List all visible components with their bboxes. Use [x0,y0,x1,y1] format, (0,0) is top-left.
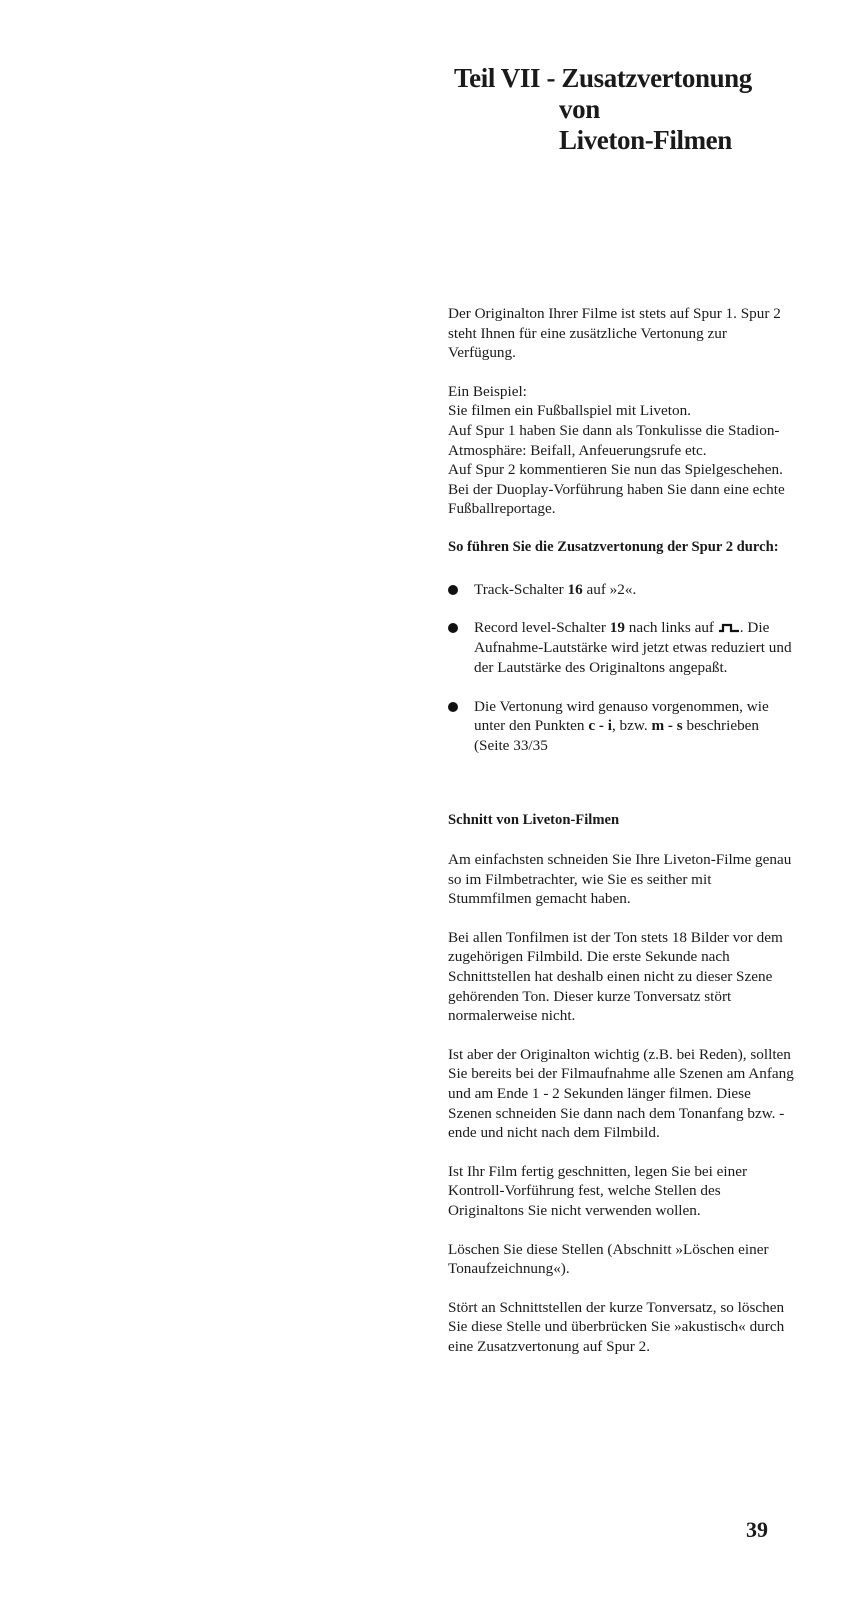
title-line-1: Teil VII - Zusatzvertonung [454,63,752,93]
procedure-heading: So führen Sie die Zusatzvertonung der Spur 2 durch: [448,538,779,555]
cutting-paragraph: Am einfachsten schneiden Sie Ihre Liveton-Filme genau so im Filmbetrachter, wie Sie es seither mit Stummfilmen gemacht haben. [448,851,792,908]
example-line: Bei der Duoplay-Vorführung haben Sie dann eine echte Fußballreportage. [448,480,785,518]
example-heading: Ein Beispiel: [448,382,527,400]
example-line: Auf Spur 2 kommentieren Sie nun das Spielgeschehen. [448,461,783,479]
cutting-paragraph: Löschen Sie diese Stellen (Abschnitt »Löschen einer Tonaufzeichnung«). [448,1240,769,1278]
cutting-paragraph: Stört an Schnittstellen der kurze Tonversatz, so löschen Sie diese Stelle und überbrücken Sie »akustisch« durch eine Zusatzvertonung auf Spur 2. [448,1298,785,1355]
cutting-paragraph: Ist Ihr Film fertig geschnitten, legen Sie bei einer Kontroll-Vorführung fest, welche Stellen des Originaltons Sie nicht verwenden wollen. [448,1162,748,1219]
title-line-2: von [559,94,600,124]
procedure-step: Record level-Schalter 19 nach links auf . Die Aufnahme-Lautstärke wird jetzt etwas reduziert und der Lautstärke des Originaltons angepaßt. [448,618,798,678]
example-line: Sie filmen ein Fußballspiel mit Liveton. [448,402,691,420]
cutting-paragraph: Ist aber der Originalton wichtig (z.B. bei Reden), sollten Sie bereits bei der Filmaufnahme alle Szenen am Anfang und am Ende 1 - 2 Sekunden länger filmen. Diese Szenen schneiden Sie dann nach dem Tonanfang bzw. -ende und nicht nach dem Filmbild. [448,1045,794,1142]
text-column [448,304,798,1356]
page-number: 39 [746,1517,768,1542]
procedure-steps [448,580,798,756]
page-title [454,63,752,156]
cutting-heading: Schnitt von Liveton-Filmen [448,812,620,829]
procedure-step: Die Vertonung wird genauso vorgenommen, wie unter den Punkten c - i, bzw. m - s beschrieben (Seite 33/35 [448,697,798,756]
title-line-3: Liveton-Filmen [559,125,732,155]
cutting-paragraph: Bei allen Tonfilmen ist der Ton stets 18 Bilder vor dem zugehörigen Filmbild. Die erste Sekunde nach Schnittstellen hat deshalb einen nicht zu dieser Szene gehörenden Ton. Dieser kurze Tonversatz stört normalerweise nicht. [448,928,783,1025]
procedure-step: Track-Schalter 16 auf »2«. [448,580,798,600]
intro-paragraph: Der Originalton Ihrer Filme ist stets auf Spur 1. Spur 2 steht Ihnen für eine zusätzliche Vertonung zur Verfügung. [448,305,781,362]
record-level-low-icon [718,619,740,639]
example-line: Auf Spur 1 haben Sie dann als Tonkulisse die Stadion-Atmosphäre: Beifall, Anfeuerungsrufe etc. [448,421,780,459]
